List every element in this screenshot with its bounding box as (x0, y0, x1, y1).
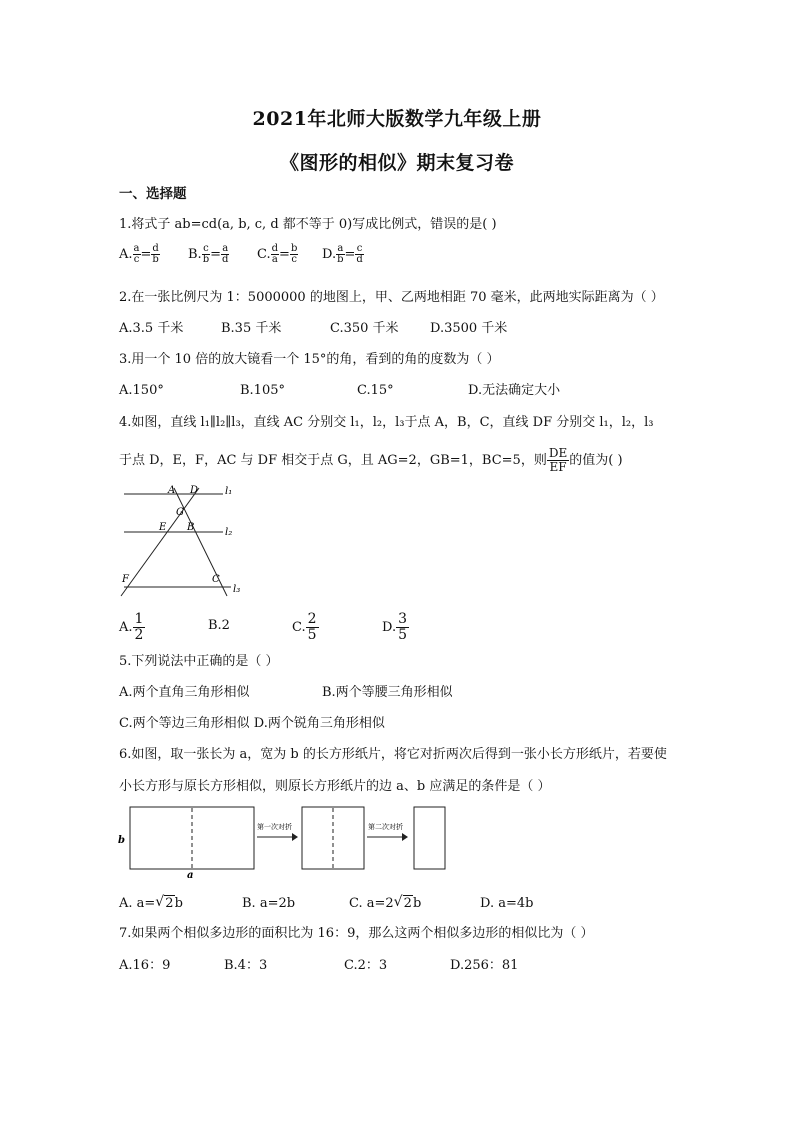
q2-option-b: B.35 千米 (221, 321, 282, 336)
q6-stem-line2: 小长方形与原长方形相似，则原长方形纸片的边 a、b 应满足的条件是（ ） (119, 779, 551, 794)
q4-option-b: B.2 (208, 618, 230, 633)
q3-option-d: D.无法确定大小 (468, 383, 561, 398)
q6-option-c: C. a=2√ 2b (349, 896, 421, 912)
q5-stem: 5.下列说法中正确的是（ ） (119, 654, 279, 669)
section-heading: 一、选择题 (119, 186, 187, 202)
q6-option-d: D. a=4b (480, 896, 534, 911)
q1-option-c: C. $\frac{d}{a}$ = $\frac{b}{c}$ (257, 243, 298, 265)
arrow-2-icon (402, 833, 408, 841)
label-a: A (168, 485, 176, 496)
q2-option-d: D.3500 千米 (430, 321, 508, 336)
q3-option-c: C.15° (357, 383, 394, 398)
q6-paper-folding-figure (116, 803, 450, 879)
label-a: a (187, 870, 194, 879)
label-d: D (190, 485, 199, 496)
q5-option-b: B.两个等腰三角形相似 (322, 685, 453, 700)
q6-option-b: B. a=2b (242, 896, 296, 911)
q3-stem: 3.用一个 10 倍的放大镜看一个 15°的角，看到的角的度数为（ ） (119, 352, 500, 367)
title-line-1: 2021年北师大版数学九年级上册 (252, 108, 542, 130)
q7-stem: 7.如果两个相似多边形的面积比为 16：9，那么这两个相似多边形的相似比为（ ） (119, 926, 594, 941)
q3-option-b: B.105° (240, 383, 285, 398)
label-c: C (212, 574, 220, 585)
q5-options-cd: C.两个等边三角形相似 D.两个锐角三角形相似 (119, 716, 385, 731)
label-b: b (118, 835, 125, 846)
label-f: F (122, 574, 129, 585)
label-l3: l₃ (233, 584, 241, 595)
label-b: B (187, 522, 195, 533)
q4-parallel-lines-figure (119, 482, 249, 600)
q7-option-b: B.4：3 (224, 958, 268, 973)
fold2-text: 第二次对折 (368, 823, 403, 831)
line-df (121, 488, 199, 596)
q2-option-c: C.350 千米 (330, 321, 399, 336)
label-l2: l₂ (225, 527, 233, 538)
q3-option-a: A.150° (119, 383, 164, 398)
q4-stem: 4.如图，直线 l₁∥l₂∥l₃，直线 AC 分别交 l₁，l₂，l₃于点 A，B，C，直线 DF 分别交 l₁，l₂，l₃ (119, 415, 654, 430)
label-e: E (159, 522, 167, 533)
q7-option-c: C.2：3 (344, 958, 388, 973)
quarter-rectangle (414, 807, 445, 869)
q6-stem: 6.如图，取一张长为 a，宽为 b 的长方形纸片，将它对折两次后得到一张小长方形纸片，若要使 (119, 747, 667, 762)
label-l1: l₁ (225, 486, 233, 497)
q4-option-c: C. $\frac{2}{5}$ (292, 611, 317, 643)
arrow-1-icon (292, 833, 298, 841)
q4-stem-line2: 于点 D，E，F，AC 与 DF 相交于点 G，且 AG=2，GB=1，BC=5，则 $\frac{DE}{EF}$ 的值为( ) (119, 446, 623, 474)
q7-option-a: A.16：9 (119, 958, 171, 973)
q2-option-a: A.3.5 千米 (119, 321, 184, 336)
label-g: G (176, 507, 184, 518)
q4-option-a: A. $\frac{1}{2}$ (119, 611, 144, 643)
q1-option-a: A. $\frac{a}{c}$ = $\frac{d}{b}$ (119, 243, 159, 265)
q1-option-b: B. $\frac{c}{b}$ = $\frac{a}{d}$ (188, 243, 229, 265)
q4-option-d: D. $\frac{3}{5}$ (382, 611, 408, 643)
title-line-2: 《图形的相似》期末复习卷 (279, 152, 514, 174)
q2-stem: 2.在一张比例尺为 1：5000000 的地图上，甲、乙两地相距 70 毫米，此两地实际距离为（ ） (119, 290, 664, 305)
q7-option-d: D.256：81 (450, 958, 519, 973)
fold1-text: 第一次对折 (257, 823, 292, 831)
q5-option-a: A.两个直角三角形相似 (119, 685, 250, 700)
q1-option-d: D. $\frac{a}{b}$ = $\frac{c}{d}$ (322, 243, 363, 265)
q6-option-a: A. a=√ 2b (119, 896, 183, 912)
q1-stem: 1.将式子 ab=cd(a, b, c, d 都不等于 0)写成比例式，错误的是( ) (119, 217, 497, 232)
